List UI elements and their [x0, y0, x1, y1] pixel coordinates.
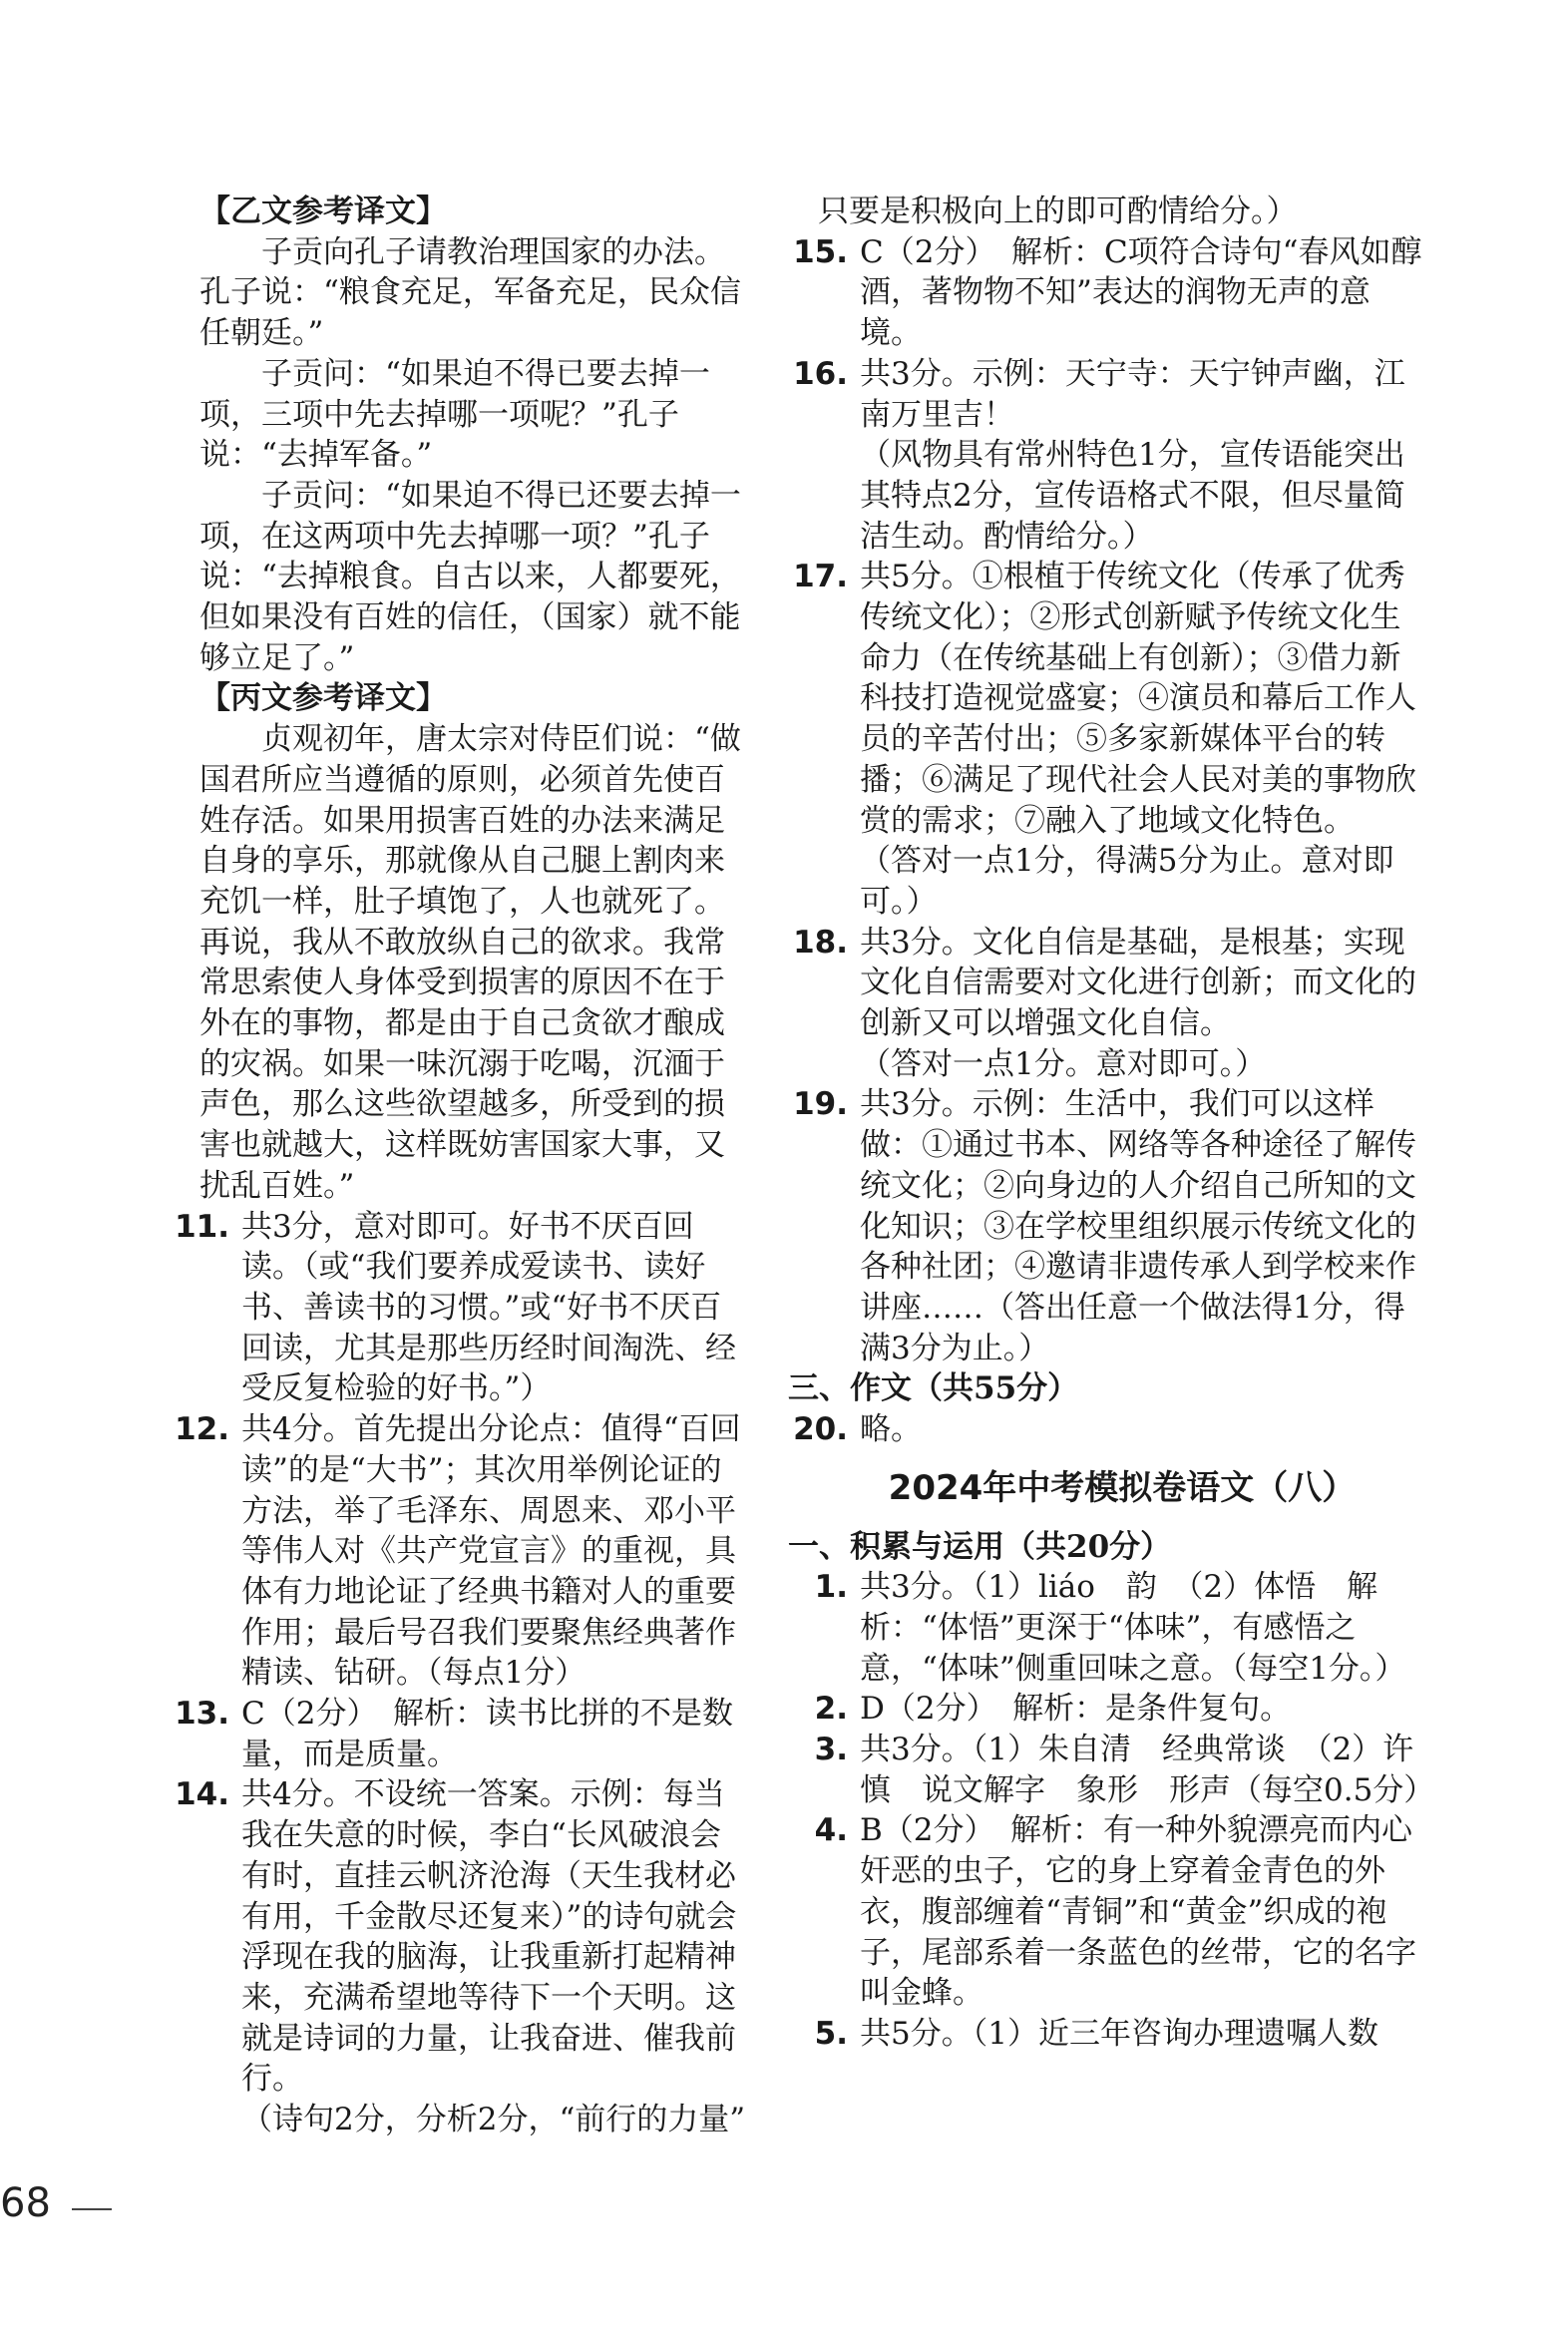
answer-item-13 [175, 1694, 748, 1774]
item-number: 15. [793, 233, 848, 270]
section-heading-composition: 三、作文（共55分） [788, 1370, 1079, 1407]
answer-item-15 [793, 232, 1426, 354]
bing-translation-heading: 【丙文参考译文】 [199, 680, 447, 717]
yi-translation-heading: 【乙文参考译文】 [199, 194, 447, 229]
yi-paragraph-3: 子贡问：“如果迫不得已还要去掉一项，在这两项中先去掉哪一项？”孔子说：“去掉粮食。自古以来，人都要死，但如果没有百姓的信任，（国家）就不能够立足了。” [199, 477, 741, 676]
item-text: 共5分。（1）近三年咨询办理遗嘱人数 [860, 2015, 1378, 2052]
item-text: 共3分。文化自信是基础，是根基；实现文化自信需要对文化进行创新；而文化的创新又可以增强文化自信。 [860, 924, 1416, 1042]
item-number: 17. [793, 559, 848, 595]
answer-item-17 [793, 557, 1426, 922]
item-note: （诗句2分，分析2分，“前行的力量” [241, 2102, 746, 2138]
item-text: C（2分） 解析：C项符合诗句“春风如醇酒，著物物不知”表达的润物无声的意境。 [860, 233, 1422, 352]
item-number: 12. [175, 1411, 229, 1448]
answer-item-19 [793, 1084, 1426, 1368]
answer-item-3 [814, 1730, 1435, 1810]
exam-title: 2024年中考模拟卷语文（八） [888, 1467, 1357, 1508]
item-number: 16. [793, 355, 848, 392]
answer-item-16 [793, 354, 1426, 558]
item-number: 13. [175, 1696, 229, 1733]
yi-paragraph-2: 子贡问：“如果迫不得已要去掉一项，三项中先去掉哪一项呢？”孔子说：“去掉军备。” [199, 355, 710, 474]
right-column [788, 192, 1435, 2055]
item-number: 20. [793, 1411, 848, 1448]
item-text: 共4分。首先提出分论点：值得“百回读”的是“大书”；其次用举例论证的方法，举了毛泽东、周恩来、邓小平等伟人对《共产党宣言》的重视，具体有力地论证了经典书籍对人的重要作用；最后号召我们要聚焦经典著作精读、钻研。（每点1分） [241, 1411, 741, 1692]
item-text: 共5分。①根植于传统文化（传承了优秀传统文化）；②形式创新赋予传统文化生命力（在传统基础上有创新）；③借力新科技打造视觉盛宴；④演员和幕后工作人员的辛苦付出；⑤多家新媒体平台的转播；⑥满足了现代社会人民对美的事物欣赏的需求；⑦融入了地域文化特色。 [860, 559, 1416, 839]
item-number: 11. [175, 1208, 229, 1245]
item-note: （风物具有常州特色1分，宣传语能突出其特点2分，宣传语格式不限，但尽量简洁生动。酌情给分。） [860, 437, 1405, 555]
item-text: 共4分。不设统一答案。示例：每当我在失意的时候，李白“长风破浪会有时，直挂云帆济沧海（天生我材必有用，千金散尽还复来）”的诗句就会浮现在我的脑海，让我重新打起精神来，充满希望地等待下一个天明。这就是诗词的力量，让我奋进、催我前行。 [241, 1776, 737, 2098]
answer-item-12 [175, 1409, 748, 1694]
yi-paragraph-1: 子贡向孔子请教治理国家的办法。孔子说：“粮食充足，军备充足，民众信任朝廷。” [199, 233, 741, 352]
item-number: 4. [814, 1812, 848, 1849]
answer-item-18 [793, 923, 1426, 1085]
item-number: 19. [793, 1086, 848, 1123]
answer-item-4 [814, 1810, 1426, 2014]
answer-item-1 [814, 1567, 1426, 1689]
page-number: 68 [0, 2180, 51, 2226]
item-number: 18. [793, 924, 848, 961]
item-text: C（2分） 解析：读书比拼的不是数量，而是质量。 [241, 1696, 733, 1772]
continued-line: 只要是积极向上的即可酌情给分。） [818, 194, 1298, 229]
item-text: 共3分，意对即可。好书不厌百回读。（或“我们要养成爱读书、读好书、善读书的习惯。”或“好书不厌百回读，尤其是那些历经时间淘洗、经受反复检验的好书。”） [241, 1208, 736, 1407]
item-text: B（2分） 解析：有一种外貌漂亮而内心奸恶的虫子，它的身上穿着金青色的外衣，腹部缠着“青铜”和“黄金”织成的袍子，尾部系着一条蓝色的丝带，它的名字叫金蜂。 [860, 1812, 1416, 2012]
item-text: 共3分。示例：天宁寺：天宁钟声幽，江南万里吉！ [860, 355, 1405, 433]
item-text: 共3分。（1）liáo 韵 （2）体悟 解析：“体悟”更深于“体味”，有感悟之意，“体味”侧重回味之意。（每空1分。） [860, 1569, 1406, 1687]
item-number: 2. [814, 1691, 848, 1728]
answer-item-14 [175, 1774, 748, 2139]
section-heading-accumulation: 一、积累与运用（共20分） [788, 1528, 1172, 1565]
item-number: 1. [814, 1569, 848, 1606]
item-text: 共3分。（1）朱自清 经典常谈 （2）许慎 说文解字 象形 形声（每空0.5分） [860, 1732, 1435, 1808]
bing-paragraph-1: 贞观初年，唐太宗对侍臣们说：“做国君所应当遵循的原则，必须首先使百姓存活。如果用损害百姓的办法来满足自身的享乐，那就像从自己腿上割肉来充饥一样，肚子填饱了，人也就死了。再说，我从不敢放纵自己的欲求。我常常思索使人身体受到损害的原因不在于外在的事物，都是由于自己贪欲才酿成的灾祸。如果一味沉溺于吃喝，沉湎于声色，那么这些欲望越多，所受到的损害也就越大，这样既妨害国家大事，又扰乱百姓。” [199, 721, 741, 1204]
answer-item-5 [814, 2014, 1426, 2055]
item-note: （答对一点1分，得满5分为止。意对即可。） [860, 843, 1394, 920]
item-text: 共3分。示例：生活中，我们可以这样做：①通过书本、网络等各种途径了解传统文化；②向身边的人介绍自己所知的文化知识；③在学校里组织展示传统文化的各种社团；④邀请非遗传承人到学校来作讲座……（答出任意一个做法得1分，得满3分为止。） [860, 1086, 1416, 1366]
answer-item-20 [793, 1409, 1426, 1450]
item-text: D（2分） 解析：是条件复句。 [860, 1691, 1292, 1728]
item-number: 3. [814, 1732, 848, 1768]
page-number-rule [72, 2208, 112, 2210]
item-number: 14. [175, 1776, 229, 1813]
item-note: （答对一点1分。意对即可。） [860, 1045, 1267, 1082]
item-text: 略。 [860, 1411, 922, 1448]
left-column [175, 192, 748, 2140]
item-number: 5. [814, 2015, 848, 2052]
answer-item-11 [175, 1207, 748, 1410]
answer-item-2 [814, 1689, 1426, 1730]
